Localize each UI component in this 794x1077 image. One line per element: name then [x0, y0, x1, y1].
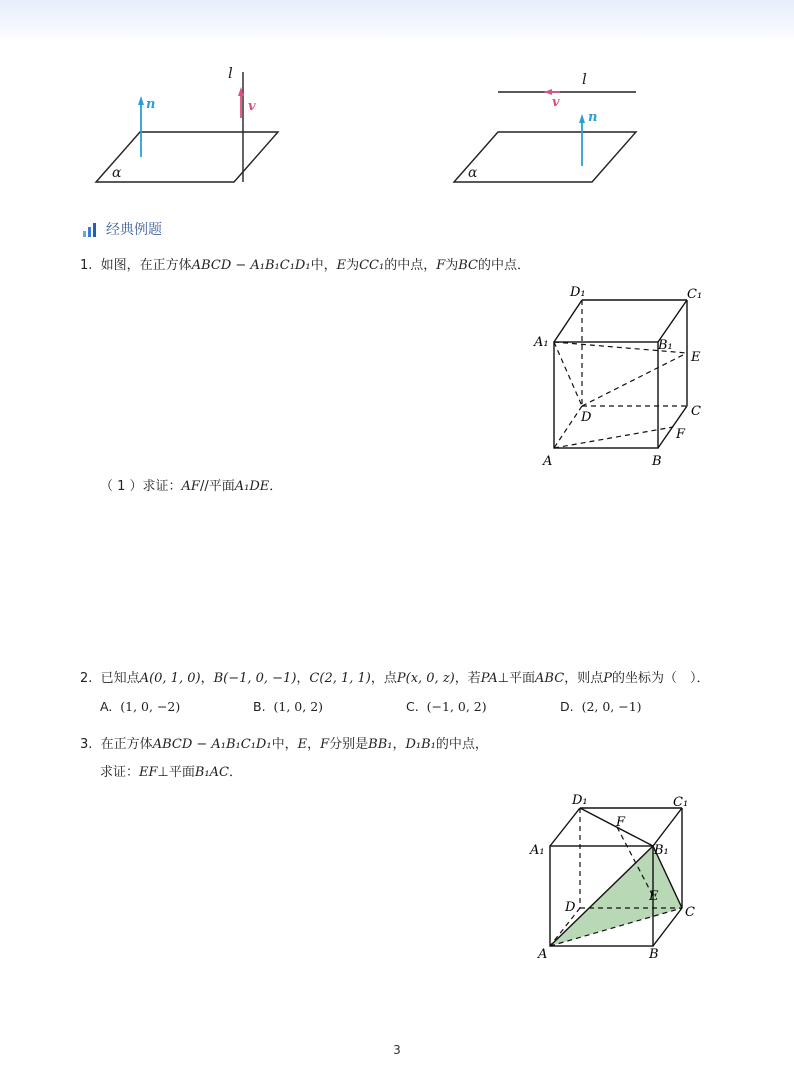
- text: ，点: [370, 671, 397, 686]
- figure-cube-question-1: [530, 282, 710, 472]
- section-heading: [82, 219, 162, 239]
- text: （ 1 ）求证：: [100, 479, 182, 494]
- normal-vector-label: n: [588, 110, 598, 125]
- text: ．: [228, 765, 242, 780]
- option-b[interactable]: [253, 698, 323, 716]
- math-af: AF: [181, 479, 200, 494]
- vertex-c1-label: C₁: [673, 795, 689, 810]
- vertex-d1-label: D₁: [572, 793, 588, 808]
- text: 如图，在正方体: [100, 258, 192, 273]
- text: 分别是: [329, 737, 369, 752]
- vertex-b-label: B: [652, 454, 662, 469]
- text: ，若: [454, 671, 481, 686]
- math-point-a: A(0, 1, 0): [139, 671, 201, 686]
- option-label: B.: [253, 699, 266, 714]
- math-f: F: [320, 737, 330, 752]
- line-l-label: l: [582, 70, 587, 88]
- option-value: (1, 0, 2): [273, 699, 324, 714]
- bar-chart-icon: [82, 222, 98, 237]
- text: ，: [307, 737, 321, 752]
- math-point-p: P(x, 0, z): [396, 671, 455, 686]
- normal-vector-label: n: [146, 97, 156, 112]
- vertex-b1-label: B₁: [654, 843, 669, 858]
- math-e: E: [336, 258, 347, 273]
- text: 中，: [310, 258, 337, 273]
- option-c[interactable]: [406, 698, 487, 716]
- math-bb1: BB₁: [368, 737, 393, 752]
- math-point-b: B(−1, 0, −1): [213, 671, 297, 686]
- math-cube: ABCD − A₁B₁C₁D₁: [191, 258, 311, 273]
- vertex-c1-label: C₁: [687, 287, 703, 302]
- math-a1de: A₁DE: [234, 479, 270, 494]
- direction-vector-label: v: [552, 95, 560, 110]
- option-label: C.: [406, 699, 419, 714]
- math-f: F: [436, 258, 446, 273]
- math-cube: ABCD − A₁B₁C₁D₁: [152, 737, 272, 752]
- text: 求证：: [100, 765, 140, 780]
- figure-line-perpendicular-plane: [88, 60, 288, 190]
- text: 的中点，: [435, 737, 488, 752]
- math-d1b1: D₁B₁: [405, 737, 436, 752]
- text: 为: [445, 258, 459, 273]
- option-a[interactable]: [100, 698, 180, 716]
- point-e-label: E: [649, 889, 659, 904]
- option-value: (1, 0, −2): [120, 699, 181, 714]
- vertex-c-label: C: [691, 404, 701, 419]
- question-number: 2.: [80, 671, 93, 686]
- text: 中，: [271, 737, 298, 752]
- vertex-b1-label: B₁: [658, 338, 673, 353]
- vertex-a-label: A: [543, 454, 553, 469]
- text: 为: [346, 258, 360, 273]
- section-title: 经典例题: [106, 222, 162, 238]
- question-1-part-1: [100, 478, 282, 496]
- vertex-d-label: D: [581, 410, 592, 425]
- page-number: 3: [393, 1043, 401, 1057]
- text: 的坐标为（ ）．: [611, 671, 710, 686]
- text: ，: [392, 737, 406, 752]
- math-pa: PA: [480, 671, 498, 686]
- vertex-b-label: B: [649, 947, 659, 962]
- math-ef: EF: [139, 765, 158, 780]
- point-f-label: F: [616, 815, 626, 830]
- question-2-stem: [80, 670, 709, 688]
- text: 已知点: [100, 671, 140, 686]
- question-number: 3.: [80, 737, 93, 752]
- point-f-label: F: [676, 427, 686, 442]
- page-header-band: [0, 0, 794, 42]
- vertex-a-label: A: [538, 947, 548, 962]
- math-cc1: CC₁: [359, 258, 385, 273]
- option-value: (−1, 0, 2): [426, 699, 487, 714]
- direction-vector-label: v: [248, 99, 256, 114]
- text: //平面: [199, 479, 235, 494]
- vertex-d-label: D: [565, 900, 576, 915]
- text: ，: [200, 671, 214, 686]
- figure-cube-question-3: [524, 786, 704, 966]
- line-l-label: l: [228, 64, 233, 82]
- text: 的中点，: [384, 258, 437, 273]
- question-number: 1.: [80, 258, 93, 273]
- text: ．: [269, 479, 283, 494]
- option-d[interactable]: [560, 698, 642, 716]
- figure-line-parallel-plane: [448, 60, 648, 190]
- plane-alpha-label: α: [468, 165, 478, 181]
- text: 的中点．: [478, 258, 531, 273]
- math-bc: BC: [458, 258, 479, 273]
- option-label: A.: [100, 699, 113, 714]
- vertex-d1-label: D₁: [570, 285, 586, 300]
- option-value: (2, 0, −1): [581, 699, 642, 714]
- text: 在正方体: [100, 737, 153, 752]
- vertex-a1-label: A₁: [534, 335, 549, 350]
- point-e-label: E: [691, 350, 701, 365]
- question-1-stem: [80, 257, 530, 275]
- text: ⊥平面: [497, 671, 536, 686]
- question-3-prove: [100, 764, 242, 782]
- text: ⊥平面: [157, 765, 195, 780]
- text: ，则点: [564, 671, 604, 686]
- math-p: P: [603, 671, 612, 686]
- vertex-c-label: C: [685, 905, 695, 920]
- plane-alpha-label: α: [112, 165, 122, 181]
- text: ，: [296, 671, 310, 686]
- question-3-stem: [80, 736, 488, 754]
- math-e: E: [297, 737, 308, 752]
- math-abc: ABC: [535, 671, 565, 686]
- vertex-a1-label: A₁: [530, 843, 545, 858]
- math-b1ac: B₁AC: [194, 765, 229, 780]
- option-label: D.: [560, 699, 574, 714]
- math-point-c: C(2, 1, 1): [309, 671, 371, 686]
